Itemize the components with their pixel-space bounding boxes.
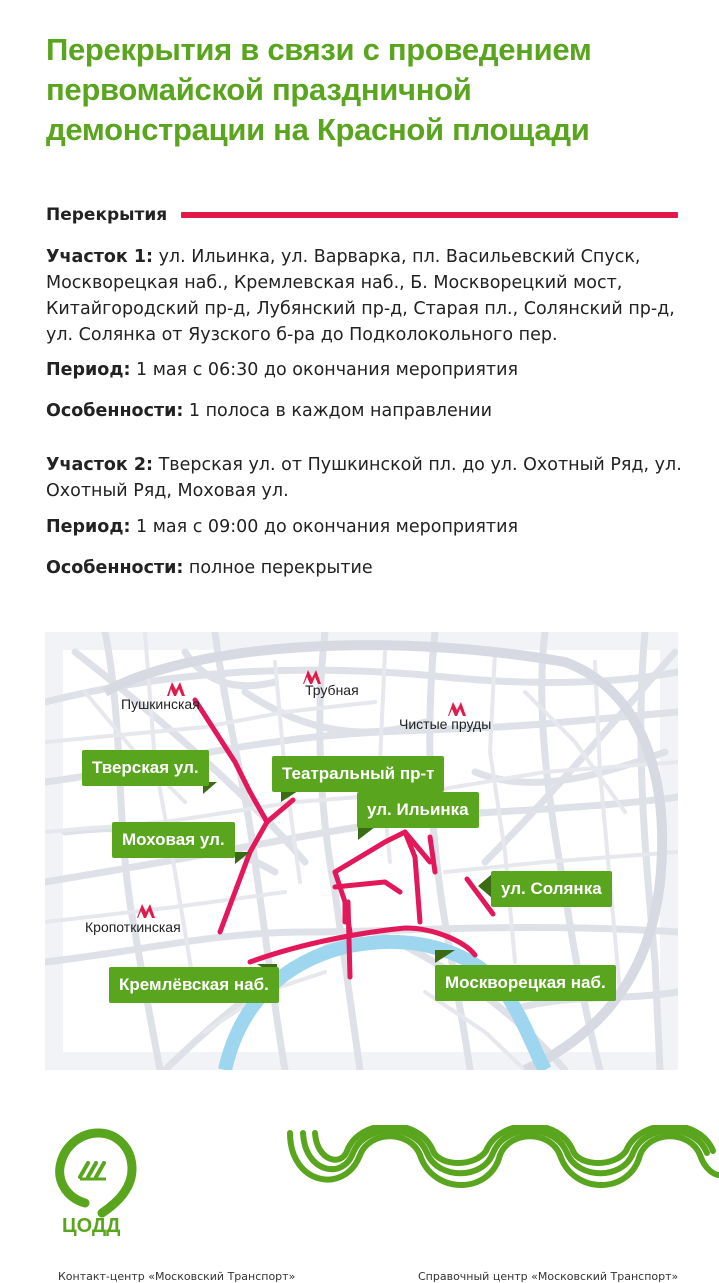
section-1-area-text: ул. Ильинка, ул. Варварка, пл. Васильевский Спуск, Москворецкая наб., Кремлевская наб., Б. Москворецкий мост, Китайгородский пр-д, Лубянский пр-д, Старая пл., Солянский пр-д, ул. Солянка от Яузского б-ра до Подколокольного пер.: [46, 247, 675, 345]
section-1-area-label: Участок 1:: [46, 247, 153, 267]
station-kropotkinskaya: Кропоткинская: [85, 919, 181, 935]
label-solyanka: ул. Солянка: [491, 871, 612, 907]
section-1-area: [46, 244, 696, 348]
label-mokhovaya: Моховая ул.: [112, 822, 235, 858]
section-1-period: [46, 357, 696, 383]
section-1-period-label: Период:: [46, 360, 131, 380]
section-2-features-text: полное перекрытие: [183, 558, 373, 578]
section-1-period-text: 1 мая с 06:30 до окончания мероприятия: [130, 360, 519, 380]
decorative-waves: [285, 1125, 719, 1215]
footer-right-text: Справочный центр «Московский Транспорт»: [418, 1270, 679, 1283]
section-label: Перекрытия: [46, 205, 168, 225]
section-2-features: [46, 555, 696, 581]
section-2-features-label: Особенности:: [46, 558, 184, 578]
station-chistye-prudy: Чистые пруды: [399, 716, 492, 732]
label-teatralny: Театральный пр-т: [272, 756, 444, 792]
label-kremlevskaya: Кремлёвская наб.: [109, 967, 279, 1003]
section-2-area: [46, 452, 696, 504]
logo-text: ЦОДД: [62, 1215, 121, 1237]
section-header: [46, 203, 678, 227]
section-2-period-label: Период:: [46, 517, 131, 537]
station-trubnaya: Трубная: [305, 682, 359, 698]
station-pushkinskaya: Пушкинская: [121, 696, 200, 712]
section-2-period: [46, 514, 696, 540]
section-1-features: [46, 398, 696, 424]
label-moskvoretskaya: Москворецкая наб.: [435, 965, 616, 1001]
label-tverskaya: Тверская ул.: [82, 750, 209, 786]
section-divider: [181, 212, 678, 218]
section-1-features-label: Особенности:: [46, 401, 184, 421]
label-ilyinka: ул. Ильинка: [357, 792, 479, 828]
page-title: Перекрытия в связи с проведением первомайской праздничной демонстрации на Красной площади: [46, 32, 592, 147]
section-2-area-text: Тверская ул. от Пушкинской пл. до ул. Охотный Ряд, ул. Охотный Ряд, Моховая ул.: [46, 455, 682, 501]
section-1-features-text: 1 полоса в каждом направлении: [183, 401, 492, 421]
section-2-period-text: 1 мая с 09:00 до окончания мероприятия: [130, 517, 519, 537]
road-bridge: [348, 902, 350, 977]
footer-left-text: Контакт-центр «Московский Транспорт»: [58, 1270, 296, 1283]
closure-map: [45, 632, 678, 1070]
section-2-area-label: Участок 2:: [46, 455, 153, 475]
